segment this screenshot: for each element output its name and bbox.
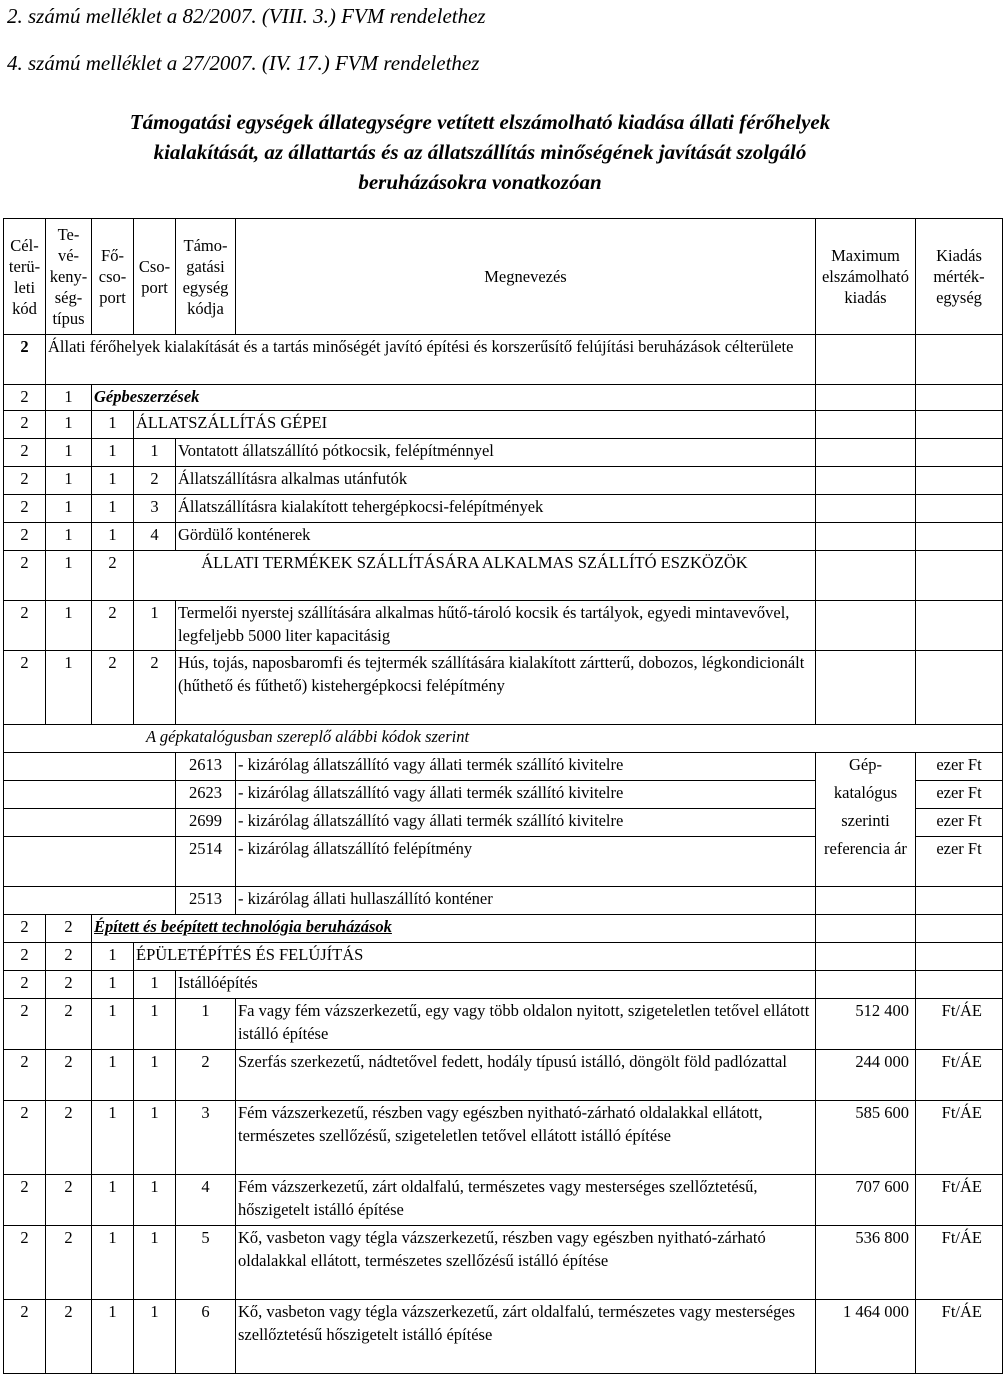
- cell-code: 2: [4, 971, 46, 999]
- cell-code: 1: [92, 1175, 134, 1226]
- cell-code: 2: [4, 411, 46, 439]
- table-row: [4, 943, 1003, 971]
- cell-subheading: A gépkatalógusban szereplő alábbi kódok szerint: [4, 725, 1003, 753]
- table-row: [4, 551, 1003, 601]
- cell-unit: Ft/ÁE: [916, 1101, 1003, 1175]
- cell-code: 1: [92, 943, 134, 971]
- cell-text: - kizárólag állatszállító felépítmény: [236, 837, 816, 887]
- cell-max: 707 600: [816, 1175, 916, 1226]
- cell-code: 2: [4, 439, 46, 467]
- cell-machine-code: 2623: [176, 781, 236, 809]
- cell-code: 1: [134, 971, 176, 999]
- cell-text: - kizárólag állati hullaszállító konténer: [236, 887, 816, 915]
- table-row: [4, 753, 1003, 781]
- table-row: [4, 651, 1003, 725]
- cell-code: 1: [92, 1101, 134, 1175]
- col-header-mertekegyseg: Kiadás mérték-egység: [916, 219, 1003, 335]
- table-row: [4, 495, 1003, 523]
- cell-code: 1: [176, 999, 236, 1050]
- cell-code: 6: [176, 1300, 236, 1374]
- cell-machine-code: 2613: [176, 753, 236, 781]
- cell-code: 2: [92, 601, 134, 651]
- cell-machine-code: 2513: [176, 887, 236, 915]
- cell-code: 2: [4, 915, 46, 943]
- cell-text: Állatszállításra kialakított tehergépkocsi-felépítmények: [176, 495, 816, 523]
- cell-code: 2: [4, 651, 46, 725]
- col-header-csoport: Cso-port: [134, 219, 176, 335]
- table-row: [4, 1050, 1003, 1101]
- cell-unit: Ft/ÁE: [916, 1175, 1003, 1226]
- cell-unit: Ft/ÁE: [916, 1226, 1003, 1300]
- cell-code: 2: [176, 1050, 236, 1101]
- cell-code: 1: [46, 385, 92, 411]
- cell-unit: ezer Ft: [916, 753, 1003, 781]
- cell-code: 2: [4, 999, 46, 1050]
- cell-code: 1: [92, 1050, 134, 1101]
- cell-unit: ezer Ft: [916, 837, 1003, 887]
- cell-unit: ezer Ft: [916, 809, 1003, 837]
- table-row: [4, 335, 1003, 385]
- cell-text: ÉPÜLETÉPÍTÉS ÉS FELÚJÍTÁS: [134, 943, 816, 971]
- cell-text: Épített és beépített technológia beruházások: [92, 915, 816, 943]
- table-row: [4, 385, 1003, 411]
- cell-text: Istállóépítés: [176, 971, 816, 999]
- cell-code: 1: [46, 601, 92, 651]
- cell-code: 2: [4, 385, 46, 411]
- table-row: [4, 439, 1003, 467]
- col-header-tamogatasi: Támo-gatási egység kódja: [176, 219, 236, 335]
- cell-max: 536 800: [816, 1226, 916, 1300]
- cell-code: 1: [92, 999, 134, 1050]
- table-row: [4, 1175, 1003, 1226]
- cell-code: 1: [134, 1050, 176, 1101]
- table-row: [4, 601, 1003, 651]
- cell-code: 1: [92, 467, 134, 495]
- cell-code: 1: [46, 523, 92, 551]
- cell-code: 1: [92, 411, 134, 439]
- col-header-focsoport: Fő-cso-port: [92, 219, 134, 335]
- table-row: [4, 887, 1003, 915]
- cell-code: 1: [92, 439, 134, 467]
- cell-code: 1: [134, 1300, 176, 1374]
- cell-code: 1: [46, 651, 92, 725]
- cell-code: 2: [46, 943, 92, 971]
- cell-code: 2: [46, 1300, 92, 1374]
- cell-text: Termelői nyerstej szállítására alkalmas hűtő-tároló kocsik és tartályok, egyedi mintavevővel, legfeljebb 5000 liter kapacitásig: [176, 601, 816, 651]
- cell-max: 512 400: [816, 999, 916, 1050]
- cell-unit: Ft/ÁE: [916, 1050, 1003, 1101]
- cell-text: Vontatott állatszállító pótkocsik, felépítménnyel: [176, 439, 816, 467]
- cell-text: ÁLLATSZÁLLÍTÁS GÉPEI: [134, 411, 816, 439]
- table-row: [4, 781, 1003, 809]
- col-header-maximum: Maximum elszámolható kiadás: [816, 219, 916, 335]
- cell-code: 1: [46, 467, 92, 495]
- cell-code: 1: [134, 1101, 176, 1175]
- cell-code: 2: [4, 335, 46, 385]
- cell-machine-code: 2699: [176, 809, 236, 837]
- cell-code: 5: [176, 1226, 236, 1300]
- cell-code: 2: [46, 915, 92, 943]
- cell-text: Állati férőhelyek kialakítását és a tartás minőségét javító építési és korszerűsítő felújítási beruházások célterülete: [46, 335, 816, 385]
- cell-text: Hús, tojás, naposbaromfi és tejtermék szállítására kialakított zártterű, dobozos, légkondicionált (hűthető és fűthető) kistehergépkocsi felépítmény: [176, 651, 816, 725]
- table-row: [4, 971, 1003, 999]
- cell-code: 1: [92, 971, 134, 999]
- cell-code: 3: [134, 495, 176, 523]
- cell-code: 2: [4, 467, 46, 495]
- cell-code: 1: [134, 1226, 176, 1300]
- cell-code: 2: [46, 1175, 92, 1226]
- cell-code: 1: [46, 551, 92, 601]
- cell-code: 4: [134, 523, 176, 551]
- table-row: [4, 915, 1003, 943]
- cell-code: 2: [46, 1101, 92, 1175]
- cell-max: referencia ár: [816, 837, 916, 887]
- cell-code: 2: [4, 943, 46, 971]
- cell-code: 4: [176, 1175, 236, 1226]
- cell-code: 2: [92, 551, 134, 601]
- cell-unit: Ft/ÁE: [916, 999, 1003, 1050]
- cell-code: 2: [4, 523, 46, 551]
- cell-code: 1: [134, 439, 176, 467]
- cell-unit: Ft/ÁE: [916, 1300, 1003, 1374]
- cell-code: 2: [4, 1300, 46, 1374]
- document-title-line-3: beruházásokra vonatkozóan: [358, 170, 602, 194]
- cell-text: - kizárólag állatszállító vagy állati termék szállító kivitelre: [236, 809, 816, 837]
- cell-code: 2: [4, 1050, 46, 1101]
- table-row: [4, 1101, 1003, 1175]
- cell-max: 244 000: [816, 1050, 916, 1101]
- cell-code: 1: [92, 495, 134, 523]
- table-row: [4, 837, 1003, 887]
- table-row: [4, 999, 1003, 1050]
- cell-code: 2: [4, 1101, 46, 1175]
- document-title-line-1: Támogatási egységek állategységre vetített elszámolható kiadása állati férőhelyek: [129, 110, 831, 134]
- cell-unit: ezer Ft: [916, 781, 1003, 809]
- cell-max: katalógus: [816, 781, 916, 809]
- cell-max: 1 464 000: [816, 1300, 916, 1374]
- cell-max: 585 600: [816, 1101, 916, 1175]
- cell-text: Állatszállításra alkalmas utánfutók: [176, 467, 816, 495]
- cell-text: Fa vagy fém vázszerkezetű, egy vagy több oldalon nyitott, szigeteletlen tetővel ellátott istálló építése: [236, 999, 816, 1050]
- cell-code: 1: [46, 439, 92, 467]
- table-row: [4, 467, 1003, 495]
- cell-machine-code: 2514: [176, 837, 236, 887]
- col-header-megnevezes: Megnevezés: [236, 219, 816, 335]
- cell-code: 2: [46, 999, 92, 1050]
- table-row: [4, 411, 1003, 439]
- col-header-celterulet: Cél-terü-leti kód: [4, 219, 46, 335]
- cell-text: Fém vázszerkezetű, részben vagy egészben nyitható-zárható oldalakkal ellátott, természetes szellőzésű, szigeteletlen tetővel ellátott istálló építése: [236, 1101, 816, 1175]
- cell-code: 1: [92, 523, 134, 551]
- cell-code: 2: [46, 1050, 92, 1101]
- cell-max: szerinti: [816, 809, 916, 837]
- table-row: [4, 1300, 1003, 1374]
- cell-code: 2: [4, 1226, 46, 1300]
- support-units-table: [3, 218, 1003, 1374]
- cell-code: 1: [134, 999, 176, 1050]
- cell-text: - kizárólag állatszállító vagy állati termék szállító kivitelre: [236, 753, 816, 781]
- table-row: [4, 1226, 1003, 1300]
- reference-line-2: 4. számú melléklet a 27/2007. (IV. 17.) FVM rendelethez: [7, 51, 480, 75]
- document-title-line-2: kialakítását, az állattartás és az állatszállítás minőségének javítását szolgáló: [153, 140, 807, 164]
- cell-code: 2: [46, 1226, 92, 1300]
- cell-text: Kő, vasbeton vagy tégla vázszerkezetű, részben vagy egészben nyitható-zárható oldalakkal ellátott, természetes szellőzésű istálló építése: [236, 1226, 816, 1300]
- cell-max: Gép-: [816, 753, 916, 781]
- cell-code: 1: [46, 495, 92, 523]
- cell-text: - kizárólag állatszállító vagy állati termék szállító kivitelre: [236, 781, 816, 809]
- cell-text: Kő, vasbeton vagy tégla vázszerkezetű, zárt oldalfalú, természetes vagy mesterséges szellőztetésű hőszigetelt istálló építése: [236, 1300, 816, 1374]
- cell-code: 2: [4, 601, 46, 651]
- cell-text: ÁLLATI TERMÉKEK SZÁLLÍTÁSÁRA ALKALMAS SZÁLLÍTÓ ESZKÖZÖK: [134, 551, 816, 601]
- cell-code: 1: [134, 601, 176, 651]
- table-row: [4, 725, 1003, 753]
- cell-code: 2: [46, 971, 92, 999]
- cell-text: Gördülő konténerek: [176, 523, 816, 551]
- cell-code: 1: [134, 1175, 176, 1226]
- cell-code: 2: [4, 495, 46, 523]
- col-header-tevekenyseg: Te-vé-keny-ség-típus: [46, 219, 92, 335]
- table-row: [4, 523, 1003, 551]
- cell-code: 2: [4, 551, 46, 601]
- cell-code: 1: [46, 411, 92, 439]
- cell-code: 1: [92, 1300, 134, 1374]
- cell-code: 1: [92, 1226, 134, 1300]
- cell-code: 3: [176, 1101, 236, 1175]
- cell-text: Szerfás szerkezetű, nádtetővel fedett, hodály típusú istálló, döngölt föld padlózattal: [236, 1050, 816, 1101]
- table-header-row: [4, 219, 1003, 335]
- cell-code: 2: [134, 467, 176, 495]
- table-row: [4, 809, 1003, 837]
- reference-line-1: 2. számú melléklet a 82/2007. (VIII. 3.) FVM rendelethez: [7, 4, 486, 28]
- cell-text: Fém vázszerkezetű, zárt oldalfalú, természetes vagy mesterséges szellőztetésű, hőszigetelt istálló építése: [236, 1175, 816, 1226]
- cell-text: Gépbeszerzések: [92, 385, 816, 411]
- cell-code: 2: [4, 1175, 46, 1226]
- cell-code: 2: [134, 651, 176, 725]
- cell-code: 2: [92, 651, 134, 725]
